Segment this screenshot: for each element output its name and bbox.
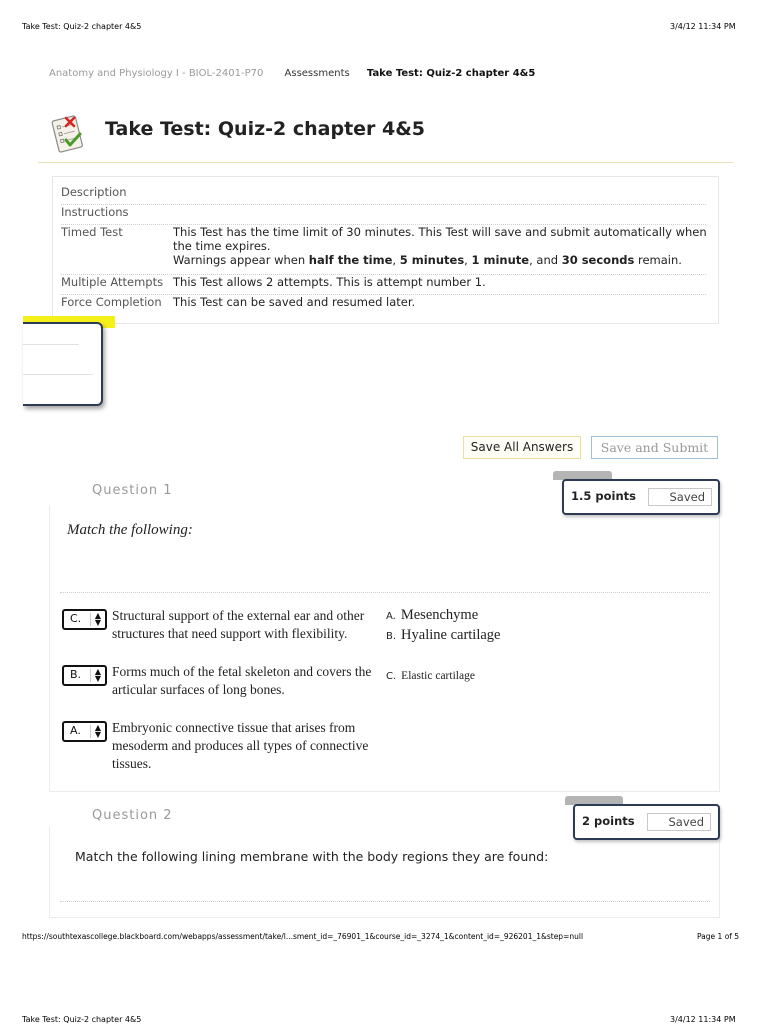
select-divider	[90, 613, 91, 626]
answer-letter-a: A.	[386, 611, 396, 622]
match-select-1-value: C.	[70, 612, 82, 625]
multiple-attempts-label: Multiple Attempts	[61, 275, 164, 289]
question-1-saved-status: Saved	[648, 488, 712, 506]
save-and-submit-button[interactable]: Save and Submit	[591, 436, 718, 459]
force-completion-label: Force Completion	[61, 295, 162, 309]
answer-text-b: Hyaline cartilage	[401, 627, 501, 643]
question-2-divider	[60, 901, 710, 902]
question-1-prompt: Match the following:	[67, 522, 193, 538]
question-2-points: 2 points	[582, 814, 635, 828]
match-select-3-value: A.	[70, 724, 81, 737]
info-row-force-completion	[61, 295, 706, 315]
print-header-datetime: 3/4/12 11:34 PM	[670, 22, 736, 31]
breadcrumb	[49, 68, 535, 79]
print-header-2-title: Take Test: Quiz-2 chapter 4&5	[22, 1015, 142, 1024]
answer-letter-c: C.	[386, 671, 397, 682]
test-info-panel	[52, 176, 719, 324]
select-arrows-icon: ▲ ▼	[94, 611, 101, 627]
overlay-panel[interactable]	[23, 322, 103, 406]
answer-option-b	[386, 627, 500, 644]
select-divider	[90, 669, 91, 682]
print-header-title: Take Test: Quiz-2 chapter 4&5	[22, 22, 142, 31]
description-label: Description	[61, 185, 127, 199]
match-select-1[interactable]	[62, 609, 107, 630]
info-row-timed-test	[61, 225, 706, 275]
breadcrumb-assessments-link[interactable]: Assessments	[284, 68, 350, 79]
timed-test-label: Timed Test	[61, 225, 123, 239]
timed-test-value	[173, 225, 713, 267]
select-arrows-icon: ▲ ▼	[94, 723, 101, 739]
save-all-answers-button[interactable]: Save All Answers	[463, 436, 581, 459]
instructions-label: Instructions	[61, 205, 129, 219]
warn-sep: ,	[464, 253, 472, 267]
warn-5-minutes: 5 minutes	[399, 253, 465, 267]
question-2-prompt: Match the following lining membrane with the body regions they are found:	[75, 849, 549, 864]
match-statement-2: Forms much of the fetal skeleton and covers the articular surfaces of long bones.	[112, 664, 372, 697]
warn-suffix: remain.	[634, 253, 682, 267]
timed-test-description: This Test has the time limit of 30 minutes. This Test will save and submit automatically when the time expires.	[173, 225, 707, 253]
warn-1-minute: 1 minute	[471, 253, 530, 267]
question-2-heading: Question 2	[92, 808, 173, 823]
question-1-divider	[60, 592, 710, 593]
select-divider	[90, 725, 91, 738]
match-select-2[interactable]	[62, 665, 107, 686]
answer-letter-b: B.	[386, 631, 397, 642]
warn-sep: , and	[529, 253, 562, 267]
question-2-points-box	[573, 804, 720, 840]
question-1-heading: Question 1	[92, 483, 173, 498]
select-arrows-icon: ▲ ▼	[94, 667, 101, 683]
answer-text-c: Elastic cartilage	[401, 670, 475, 682]
warn-half-time: half the time	[308, 253, 393, 267]
info-row-instructions	[61, 205, 706, 225]
info-row-multiple-attempts	[61, 275, 706, 295]
print-footer-url: https://southtexascollege.blackboard.com/webapps/assessment/take/l...sment_id=_76901_1&course_id=_3274_1&content_id=_926201_1&step=null	[22, 932, 584, 941]
answer-option-c	[386, 670, 475, 682]
match-select-3[interactable]	[62, 721, 107, 742]
overlay-line	[23, 374, 93, 375]
question-1-points-box	[562, 479, 720, 515]
answer-option-a	[386, 607, 478, 624]
warn-sep: ,	[392, 253, 400, 267]
timed-test-warnings	[173, 253, 713, 267]
match-statement-3: Embryonic connective tissue that arises from mesoderm and produces all types of connective tissues.	[112, 720, 369, 771]
print-footer-page-number: Page 1 of 5	[697, 932, 740, 941]
force-completion-value: This Test can be saved and resumed later.	[173, 295, 416, 309]
match-select-2-value: B.	[70, 668, 82, 681]
overlay-line	[23, 344, 79, 345]
test-checklist-icon	[46, 112, 88, 154]
multiple-attempts-value: This Test allows 2 attempts. This is attempt number 1.	[173, 275, 486, 289]
warn-30-seconds: 30 seconds	[561, 253, 635, 267]
breadcrumb-current: Take Test: Quiz-2 chapter 4&5	[366, 68, 536, 79]
print-header-2-datetime: 3/4/12 11:34 PM	[670, 1015, 736, 1024]
page-title: Take Test: Quiz-2 chapter 4&5	[105, 118, 426, 140]
question-2-saved-status: Saved	[647, 813, 711, 831]
warn-prefix: Warnings appear when	[173, 253, 309, 267]
info-row-description	[61, 185, 706, 205]
title-divider	[38, 162, 733, 163]
match-statement-1: Structural support of the external ear and other structures that need support with flexibility.	[112, 608, 365, 641]
answer-text-a: Mesenchyme	[400, 607, 479, 623]
question-1-points: 1.5 points	[571, 489, 636, 503]
breadcrumb-course-link[interactable]: Anatomy and Physiology I - BIOL-2401-P70	[49, 68, 264, 79]
